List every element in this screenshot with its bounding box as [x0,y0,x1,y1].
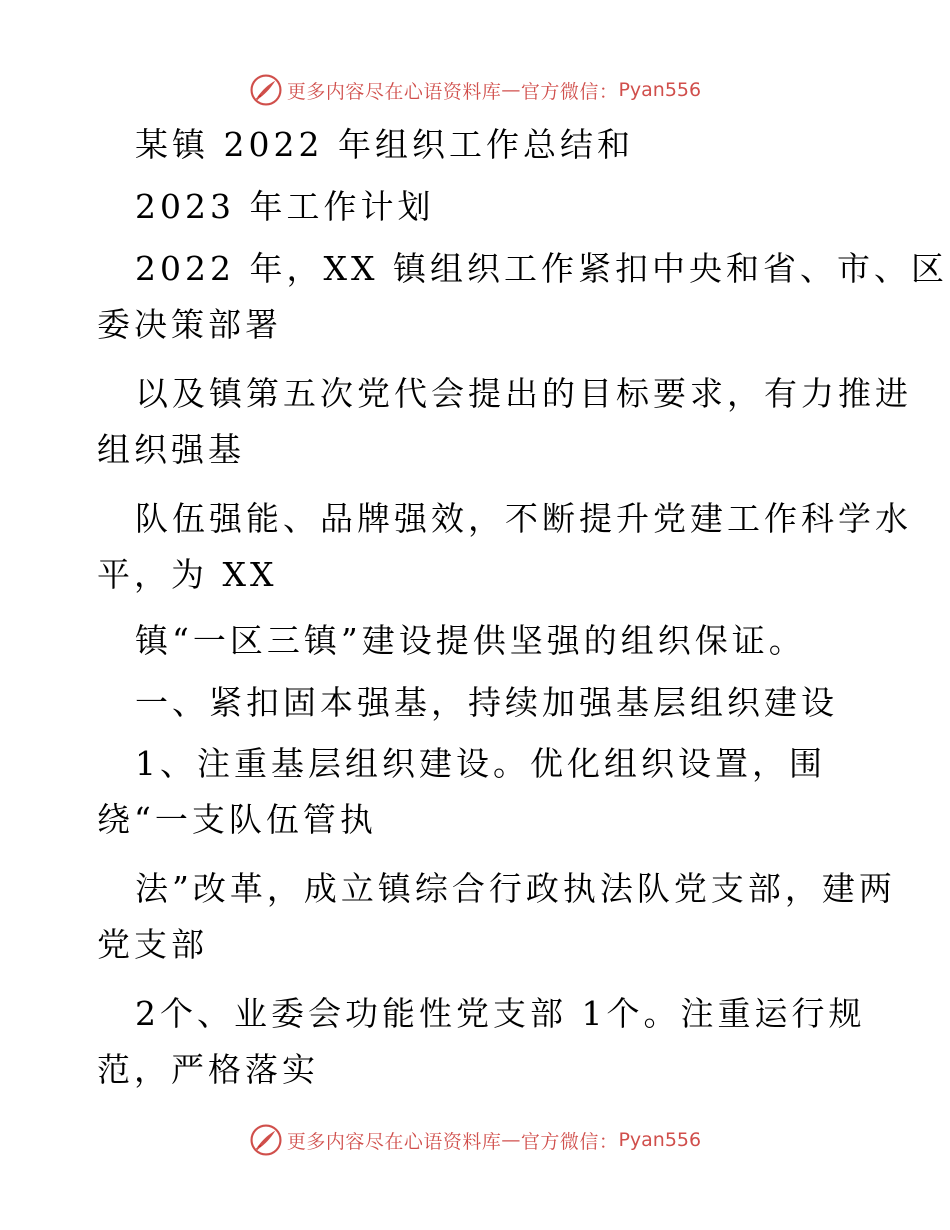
doc-text-line: 平，为 XX [97,555,278,594]
doc-title-line-2: 2023 年工作计划 [135,187,435,226]
watermark-contact-label: 官方微信： [520,80,619,103]
watermark-text: 更多内容尽在心语资料库 [286,1130,502,1153]
watermark-footer [0,1120,950,1160]
watermark-dash: — [501,79,521,101]
doc-text-line: 绕“一支队伍管执 [97,800,377,839]
doc-text-line: 组织强基 [97,430,245,469]
doc-text-line: 2个、业委会功能性党支部 1个。注重运行规 [135,994,866,1033]
watermark-contact-id: Pyan556 [618,79,702,101]
doc-text-line: 队伍强能、品牌强效，不断提升党建工作科学水 [135,499,912,538]
watermark-header [0,70,950,110]
watermark-contact-label: 官方微信： [520,1130,619,1153]
watermark-dash: — [501,1129,521,1151]
doc-text-line: 委决策部署 [97,305,282,344]
doc-text-line: 以及镇第五次党代会提出的目标要求，有力推进 [135,374,912,413]
doc-text-line: 党支部 [97,925,208,964]
doc-text-line: 1、注重基层组织建设。优化组织设置，围 [135,744,826,783]
feather-pen-logo-icon [249,73,283,107]
doc-text-line: 范，严格落实 [97,1050,319,1089]
doc-text-line: 2022 年，XX 镇组织工作紧扣中央和省、市、区 [135,249,948,288]
watermark-text: 更多内容尽在心语资料库 [286,80,502,103]
doc-title-line-1: 某镇 2022 年组织工作总结和 [135,125,634,164]
feather-pen-logo-icon [249,1123,283,1157]
doc-text-line: 法”改革，成立镇综合行政执法队党支部，建两 [135,869,896,908]
doc-text-line: 镇“一区三镇”建设提供坚强的组织保证。 [135,621,806,660]
doc-section-heading: 一、紧扣固本强基，持续加强基层组织建设 [135,683,838,722]
watermark-contact-id: Pyan556 [618,1129,702,1151]
